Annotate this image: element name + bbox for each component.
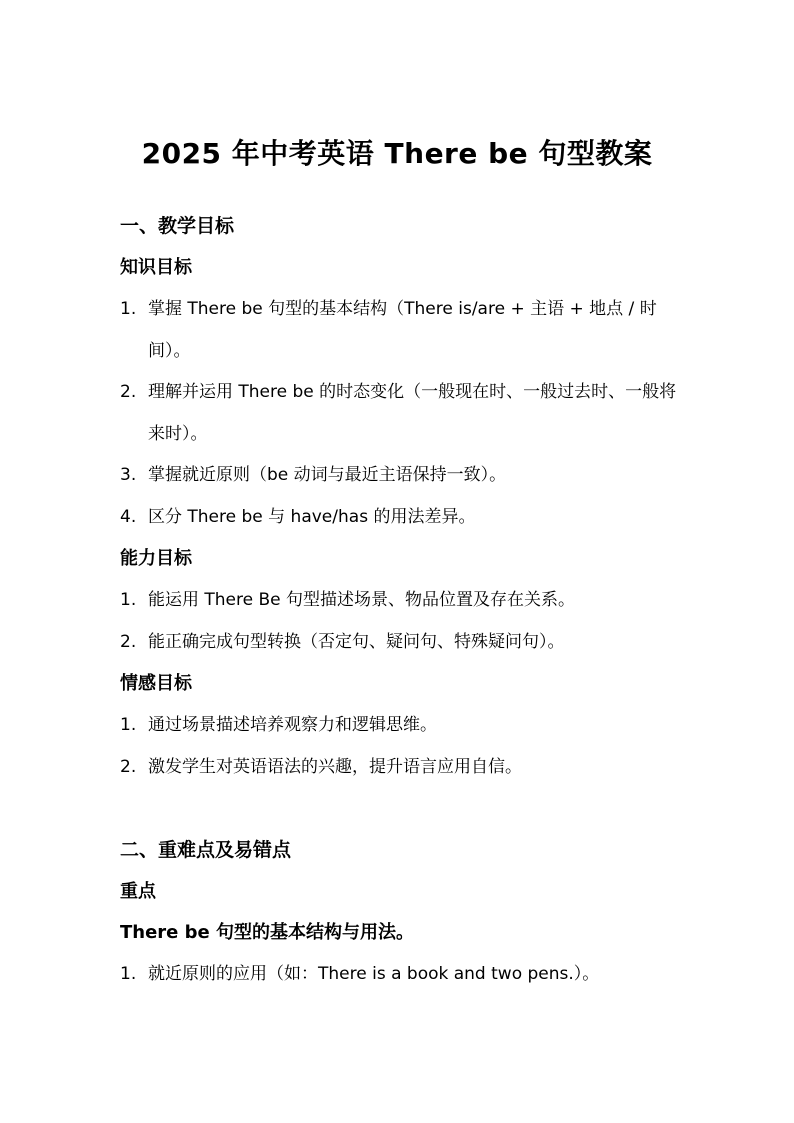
list-text: 区分 There be 与 have/has 的用法差异。 [148, 507, 476, 527]
list-text: 通过场景描述培养观察力和逻辑思维。 [148, 715, 437, 735]
list-number: 1. [120, 715, 137, 735]
list-number: 1. [120, 590, 137, 610]
list-number: 2. [120, 382, 137, 402]
list-item [120, 371, 690, 455]
subheading-emotion-goals: 情感目标 [120, 673, 192, 694]
list-text: 掌握 There be 句型的基本结构（There is/are + 主语 + 地点 / 时间）。 [148, 299, 657, 361]
key-point-statement: There be 句型的基本结构与用法。 [120, 922, 415, 943]
subheading-knowledge-goals: 知识目标 [120, 257, 192, 278]
list-item [120, 496, 690, 538]
list-text: 就近原则的应用（如：There is a book and two pens.）。 [148, 964, 600, 984]
list-number: 2. [120, 757, 137, 777]
list-number: 4. [120, 507, 137, 527]
list-item [120, 288, 690, 372]
subheading-ability-goals: 能力目标 [120, 548, 192, 569]
list-number: 3. [120, 465, 137, 485]
list-text: 激发学生对英语语法的兴趣，提升语言应用自信。 [148, 757, 522, 777]
list-number: 1. [120, 964, 137, 984]
list-text: 能正确完成句型转换（否定句、疑问句、特殊疑问句）。 [148, 632, 565, 652]
list-item [120, 704, 690, 746]
document-title: 2025 年中考英语 There be 句型教案 [141, 137, 653, 170]
list-text: 能运用 There Be 句型描述场景、物品位置及存在关系。 [148, 590, 576, 610]
list-text: 掌握就近原则（be 动词与最近主语保持一致）。 [148, 465, 507, 485]
section-heading-teaching-goals: 一、教学目标 [120, 215, 235, 237]
list-item [120, 953, 690, 995]
list-number: 1. [120, 299, 137, 319]
subheading-key-points: 重点 [120, 881, 156, 902]
list-item [120, 746, 690, 788]
list-number: 2. [120, 632, 137, 652]
list-item [120, 621, 690, 663]
list-item [120, 454, 690, 496]
list-item [120, 579, 690, 621]
section-heading-key-difficult-points: 二、重难点及易错点 [120, 839, 292, 861]
list-text: 理解并运用 There be 的时态变化（一般现在时、一般过去时、一般将来时）。 [148, 382, 677, 444]
